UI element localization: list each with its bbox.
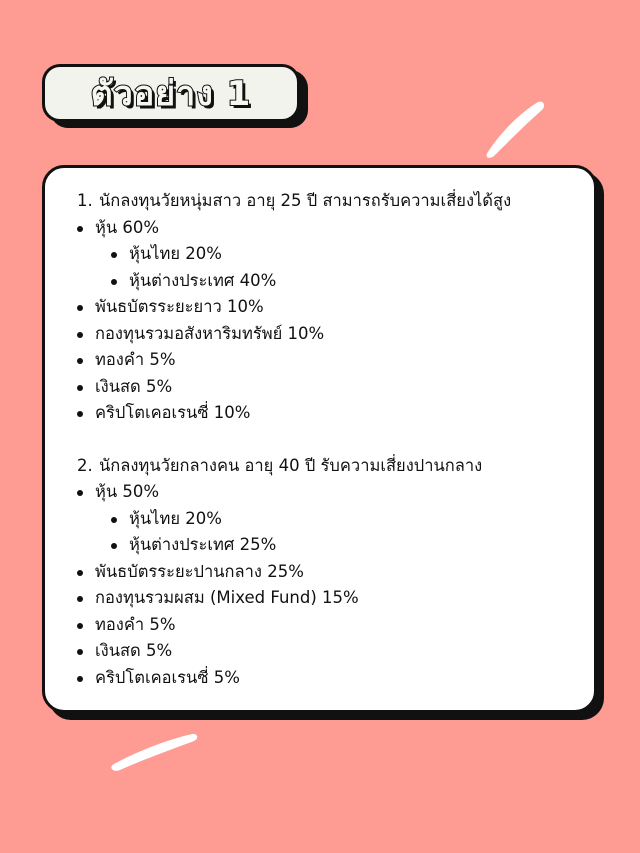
bullet-icon [77, 385, 83, 391]
list-item-text: คริปโตเคอเรนซี่ 10% [95, 403, 251, 422]
list-item [71, 559, 580, 586]
title-badge [42, 64, 300, 122]
section-heading [71, 453, 580, 480]
list-item-text: หุ้น 60% [95, 217, 160, 237]
list-item-text: เงินสด 5% [95, 376, 173, 396]
list-item [71, 665, 580, 692]
bullet-icon [77, 623, 83, 629]
list-item-text: เงินสด 5% [95, 641, 173, 660]
allocation-section [71, 188, 580, 427]
bullet-icon [77, 358, 83, 364]
sub-list-item [71, 506, 580, 533]
list-item-text: ทองคำ 5% [95, 350, 176, 369]
list-item [71, 479, 580, 506]
list-item-text: พันธบัตรระยะปานกลาง 25% [95, 561, 304, 581]
sub-list-item [71, 241, 580, 268]
allocation-section [71, 453, 580, 692]
list-item [71, 374, 580, 401]
bullet-icon [77, 676, 83, 682]
list-item-text: กองทุนรวมอสังหาริมทรัพย์ 10% [95, 323, 325, 343]
list-item [71, 638, 580, 665]
bullet-icon [77, 411, 83, 417]
bullet-icon [77, 570, 83, 576]
section-heading-text: นักลงทุนวัยหนุ่มสาว อายุ 25 ปี สามารถรับความเสี่ยงได้สูง [99, 191, 512, 210]
sub-list-item [71, 532, 580, 559]
list-item [71, 400, 580, 427]
list-item-text: ทองคำ 5% [95, 614, 176, 634]
bullet-icon [77, 305, 83, 311]
list-item-text: คริปโตเคอเรนซี่ 5% [95, 667, 240, 687]
list-item [71, 215, 580, 242]
bullet-icon [77, 649, 83, 655]
list-item [71, 612, 580, 639]
bullet-icon [111, 543, 117, 549]
brush-stroke-decoration-top [482, 96, 548, 160]
sub-list-item [71, 268, 580, 295]
bullet-icon [111, 517, 117, 523]
section-number: 2. [77, 455, 93, 475]
section-number: 1. [77, 191, 93, 210]
list-item [71, 294, 580, 321]
bullet-icon [111, 279, 117, 285]
list-item-text: พันธบัตรระยะยาว 10% [95, 297, 264, 316]
page-title: ตัวอย่าง 1 [90, 74, 252, 114]
list-item [71, 585, 580, 612]
list-item-text: หุ้น 50% [95, 482, 160, 501]
allocation-sections [71, 188, 580, 691]
brush-stroke-decoration-bottom [108, 730, 200, 772]
content-card [42, 165, 597, 713]
list-item [71, 321, 580, 348]
bullet-icon [77, 226, 83, 232]
list-item-text: หุ้นไทย 20% [129, 508, 222, 528]
list-item-text: กองทุนรวมผสม (Mixed Fund) 15% [95, 588, 359, 607]
list-item [71, 347, 580, 374]
bullet-icon [77, 596, 83, 602]
bullet-icon [111, 252, 117, 258]
bullet-icon [77, 490, 83, 496]
section-heading [71, 188, 580, 215]
list-item-text: หุ้นต่างประเทศ 25% [129, 535, 277, 554]
list-item-text: หุ้นไทย 20% [129, 244, 222, 263]
section-heading-text: นักลงทุนวัยกลางคน อายุ 40 ปี รับความเสี่ยงปานกลาง [99, 455, 483, 475]
bullet-icon [77, 332, 83, 338]
list-item-text: หุ้นต่างประเทศ 40% [129, 270, 277, 290]
